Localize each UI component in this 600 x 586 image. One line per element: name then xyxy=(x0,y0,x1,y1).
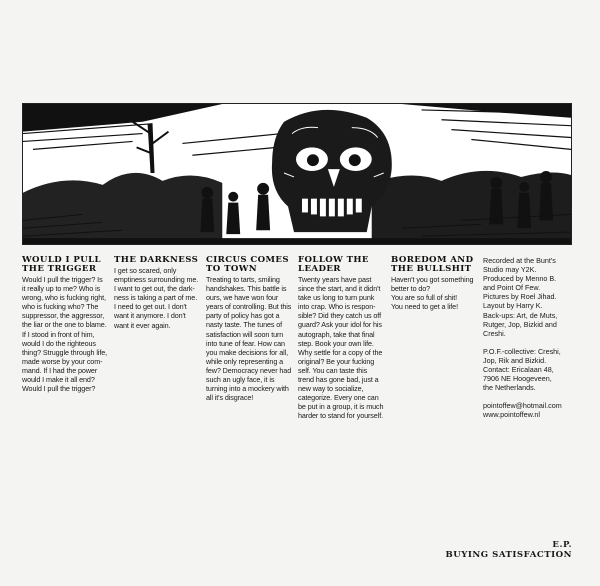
lyrics-column-3 xyxy=(206,256,296,402)
cover-artwork xyxy=(22,103,572,245)
lyrics-column-4 xyxy=(298,256,388,421)
recording-credits: Recorded at the Bunt's Studio may Y2K. Produced by Menno B. and Point Of Few. Pictures by Roel Jihad. Layout by Harry K. Back-ups: Art, de Muts, Rutger, Jop, Bizkid and Creshi. xyxy=(483,256,558,338)
song-lyrics: Would I pull the trigger? Is it really up to me? Who is wrong, who is fucking right, who is fucking who? The suppressor, the aggressor, the liar or the one to blame. If I stood in front of him, would I do the righteous thing? Struggle through life, made worse by your com- mand. If I had the power would I make it all end? Would I pull the trigger? xyxy=(22,275,108,394)
lyrics-column-1 xyxy=(22,256,112,393)
release-title: BUYING SATISFACTION xyxy=(445,550,572,560)
song-lyrics: Haven't you got something better to do? You are so full of shit! You need to get a life! xyxy=(391,275,474,312)
song-lyrics: I get so scared, only emptiness surrounding me. I want to get out, the dark- ness is taking a part of me. I need to get out. I don't want it anymore. I don't want it ever again. xyxy=(114,266,199,330)
release-format: E.P. xyxy=(552,540,572,550)
song-lyrics: Treating to tarts, smiling handshakes. This battle is ours, we have won four years of controlling. But this party of policy has got a nasty taste. The tunes of satisfaction will soon turn into tune of fear. How can you make decisions for all, while only representing a few? Democracy never had such an ugly face, it is turning into a mockery with all it's disgrace! xyxy=(206,275,292,403)
song-title: BOREDOM AND THE BULLSHIT xyxy=(391,255,474,274)
lyrics-column-2 xyxy=(114,256,204,330)
credits-column xyxy=(483,256,583,429)
web-contact: pointoffew@hotmail.com www.pointoffew.nl xyxy=(483,401,562,420)
lyrics-column-5 xyxy=(391,256,481,311)
song-title: CIRCUS COMES TO TOWN xyxy=(206,255,289,274)
song-title: FOLLOW THE LEADER xyxy=(298,255,369,274)
song-title: THE DARKNESS xyxy=(114,255,199,265)
release-footer xyxy=(446,540,572,560)
song-title: WOULD I PULL THE TRIGGER xyxy=(22,255,101,274)
song-lyrics: Twenty years have past since the start, and it didn't take us long to turn punk into crap. Who is respon- sible? Did they catch us off guard? Ask your idol for his autograph, take that final step. Book your own life. Why settle for a copy of the original? Be your fucking self. You can taste this trend has gone bad, just a new way to socialize, categorize. Every one can be put in a group, it is much harder to stand for yourself. xyxy=(298,275,384,421)
collective-contact: P.O.F.-collective: Creshi, Jop, Rik and Bizkid. Contact: Ericalaan 48, 7906 NE Hoogeveen, the Netherlands. xyxy=(483,346,561,393)
skull-landscape-illustration xyxy=(23,104,571,244)
